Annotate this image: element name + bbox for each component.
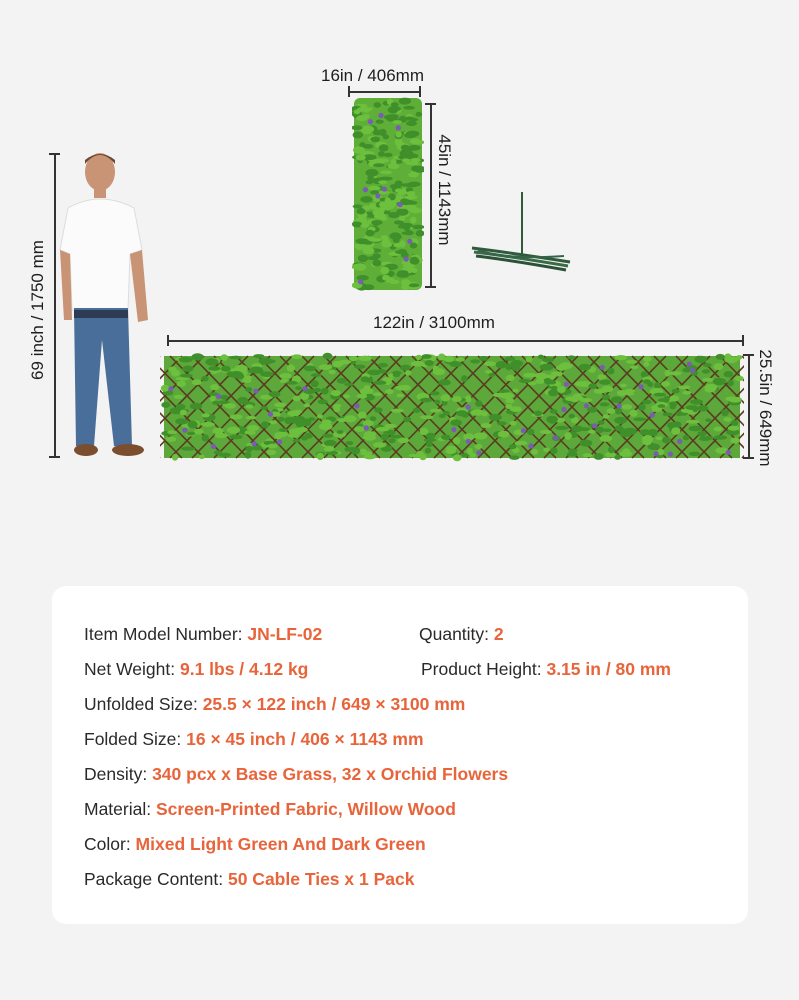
spec-material-value: Screen-Printed Fabric, Willow Wood xyxy=(155,799,456,819)
unfolded-height-tick-top xyxy=(743,354,754,356)
spec-quantity-label: Quantity: xyxy=(419,624,494,644)
folded-height-tick-bottom xyxy=(425,286,436,288)
spec-color-value: Mixed Light Green And Dark Green xyxy=(135,834,426,854)
folded-width-tick-left xyxy=(348,86,350,97)
spec-quantity xyxy=(419,624,504,645)
person-image xyxy=(58,150,170,462)
spec-weight-label: Net Weight: xyxy=(84,659,180,679)
folded-panel-image xyxy=(352,96,424,292)
unfolded-height-tick-bottom xyxy=(743,457,754,459)
spec-color xyxy=(84,834,426,855)
spec-material xyxy=(84,799,456,820)
folded-height-tick-top xyxy=(425,103,436,105)
spec-model-label: Item Model Number: xyxy=(84,624,248,644)
unfolded-height-label: 25.5in / 649mm xyxy=(756,349,775,467)
spec-density-value: 340 pcx x Base Grass, 32 x Orchid Flowers xyxy=(152,764,509,784)
folded-height-label: 45in / 1143mm xyxy=(435,134,454,246)
spec-quantity-value: 2 xyxy=(493,624,504,644)
unfolded-height-line xyxy=(748,354,750,458)
spec-density xyxy=(84,764,508,785)
spec-folded-label: Folded Size: xyxy=(84,729,187,749)
spec-color-label: Color: xyxy=(84,834,136,854)
spec-package-label: Package Content: xyxy=(84,869,228,889)
spec-unfolded-size xyxy=(84,694,465,715)
unfolded-length-tick-right xyxy=(742,335,744,346)
spec-package-value: 50 Cable Ties x 1 Pack xyxy=(227,869,415,889)
spec-package xyxy=(84,869,414,890)
spec-density-label: Density: xyxy=(84,764,153,784)
spec-folded-size xyxy=(84,729,424,750)
folded-width-label: 16in / 406mm xyxy=(321,66,424,85)
spec-product-height-label: Product Height: xyxy=(421,659,547,679)
spec-weight-value: 9.1 lbs / 4.12 kg xyxy=(179,659,309,679)
unfolded-length-label: 122in / 3100mm xyxy=(373,313,495,332)
person-height-line xyxy=(54,153,56,457)
spec-model xyxy=(84,624,322,645)
spec-material-label: Material: xyxy=(84,799,156,819)
spec-model-value: JN-LF-02 xyxy=(247,624,323,644)
spec-product-height-value: 3.15 in / 80 mm xyxy=(546,659,671,679)
unfolded-length-tick-left xyxy=(167,335,169,346)
unfolded-panel-image xyxy=(160,352,744,462)
spec-unfolded-value: 25.5 × 122 inch / 649 × 3100 mm xyxy=(202,694,466,714)
cable-ties-image xyxy=(466,190,576,280)
person-height-label: 69 inch / 1750 mm xyxy=(28,240,47,380)
spec-product-height xyxy=(421,659,671,680)
spec-folded-value: 16 × 45 inch / 406 × 1143 mm xyxy=(186,729,424,749)
spec-unfolded-label: Unfolded Size: xyxy=(84,694,203,714)
spec-weight xyxy=(84,659,308,680)
unfolded-length-line xyxy=(167,340,743,342)
folded-height-line xyxy=(430,103,432,287)
folded-width-line xyxy=(348,91,420,93)
